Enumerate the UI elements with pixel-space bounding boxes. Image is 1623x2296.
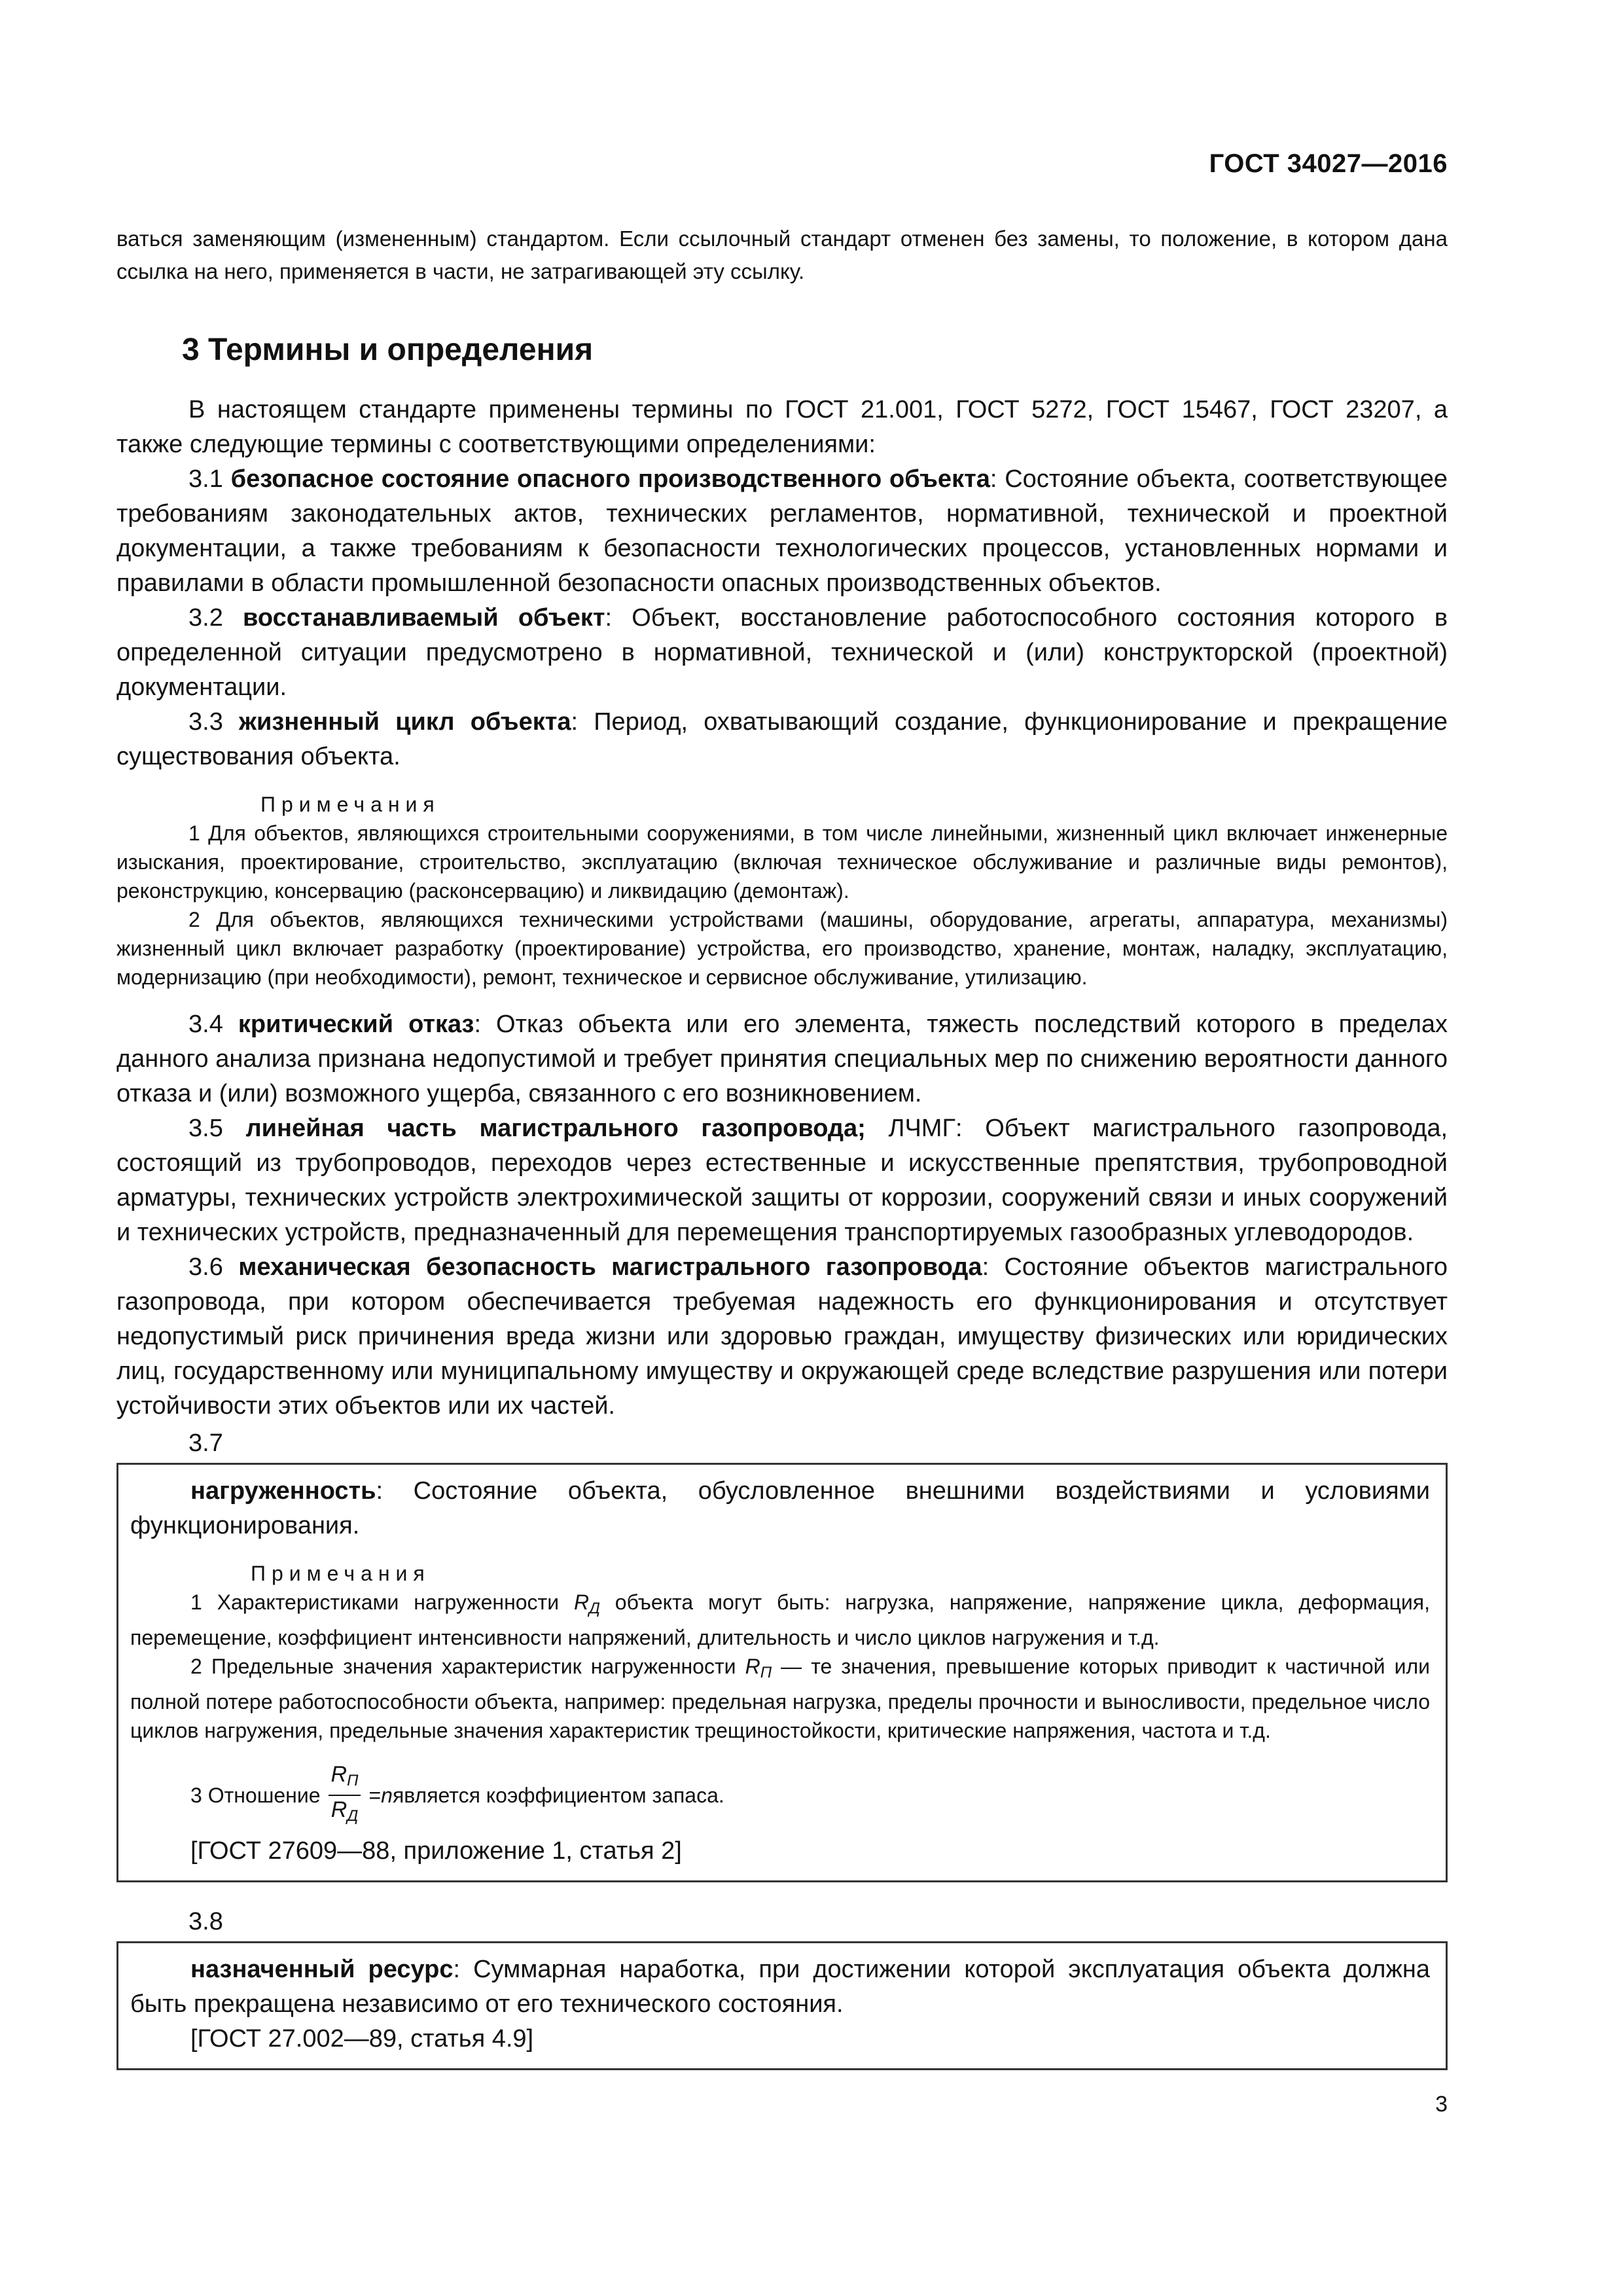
term-3-8-number: 3.8 bbox=[188, 1908, 223, 1935]
term-definition: : Период, охватывающий создание, функционирование и прекращение существования объекта. bbox=[116, 708, 1448, 770]
term-3-6 bbox=[116, 1250, 1448, 1424]
section-title: 3 Термины и определения bbox=[182, 332, 594, 367]
term-number: 3.5 bbox=[188, 1115, 223, 1142]
term-number: 3.2 bbox=[188, 604, 223, 632]
notes-title: Примечания bbox=[251, 1562, 431, 1585]
term-name: линейная часть магистрального газопровода; bbox=[245, 1115, 866, 1142]
term-definition: : Объект, восстановление работоспособного состояния которого в определенной ситуации предусмотрено в нормативной, технической и (или) конструкторской (проектной) документации. bbox=[116, 604, 1448, 701]
symbol-subscript: Д bbox=[589, 1600, 600, 1617]
note-3: 3 Отношение $\frac{R_П}{R_Д}$ = n является коэффициентом запаса. bbox=[130, 1761, 1430, 1830]
page-number: 3 bbox=[1435, 2092, 1448, 2117]
section-intro: В настоящем стандарте применены термины по ГОСТ 21.001, ГОСТ 5272, ГОСТ 15467, ГОСТ 23207, а также следующие термины с соответствующими определениями: bbox=[116, 396, 1448, 458]
continuation-text: ваться заменяющим (измененным) стандартом. Если ссылочный стандарт отменен без замены, то положение, в котором дана ссылка на него, применяется в части, не затрагивающей эту ссылку. bbox=[116, 226, 1448, 283]
term-name: восстанавливаемый объект bbox=[243, 604, 605, 632]
term-3-2 bbox=[116, 601, 1448, 705]
term-definition: : Состояние объекта, соответствующее требованиям законодательных актов, технических регламентов, нормативной, технической и проектной документации, а также требованиям к безопасности технологических процессов, установленных нормами и правилами в области промышленной безопасности опасных производственных объектов. bbox=[116, 465, 1448, 597]
term-3-7-number: 3.7 bbox=[188, 1429, 223, 1457]
symbol-r: R bbox=[745, 1655, 760, 1678]
term-3-5 bbox=[116, 1111, 1448, 1250]
source-reference: [ГОСТ 27.002—89, статья 4.9] bbox=[190, 2025, 534, 2053]
term-definition: : Состояние объектов магистрального газопровода, при котором обеспечивается требуемая надежность его функционирования и отсутствует недопустимый риск причинения вреда жизни или здоровью граждан, имуществу физических или юридических лиц, государственному или муниципальному имуществу и окружающей среде вследствие разрушения или потери устойчивости этих объектов или их частей. bbox=[116, 1253, 1448, 1420]
term-number: 3.4 bbox=[188, 1011, 223, 1038]
document-header: ГОСТ 34027—2016 bbox=[1209, 149, 1448, 178]
fraction-denominator: $R_Д$ bbox=[330, 1797, 359, 1825]
notes-block-3-3 bbox=[116, 790, 1448, 992]
term-number: 3.6 bbox=[188, 1253, 223, 1281]
note-2: 2 Предельные значения характеристик нагруженности $R_П$ — те значения, превышение которых приводит к частичной или полной потере работоспособности объекта, например: предельная нагрузка, пределы прочности и выносливости, предельное число циклов нагружения, предельные значения характеристик трещиностойкости, критические напряжения, частота и т.д. bbox=[130, 1655, 1430, 1742]
symbol-subscript: П bbox=[760, 1664, 772, 1681]
term-definition: : Суммарная наработка, при достижении которой эксплуатация объекта должна быть прекращена независимо от его технического состояния. bbox=[130, 1956, 1430, 2018]
term-3-7 bbox=[130, 1474, 1430, 1543]
term-number: 3.1 bbox=[188, 465, 223, 493]
symbol-r: R bbox=[573, 1590, 590, 1614]
document-page bbox=[116, 0, 1448, 2296]
term-abbreviation: ЛЧМГ bbox=[888, 1115, 956, 1142]
term-3-4 bbox=[116, 1007, 1448, 1111]
notes-block-3-7 bbox=[130, 1559, 1430, 1745]
term-name: механическая безопасность магистрального газопровода bbox=[238, 1253, 982, 1281]
variable-n: n bbox=[381, 1784, 393, 1807]
document-body bbox=[116, 327, 1448, 2070]
term-name: назначенный ресурс bbox=[190, 1956, 454, 1983]
term-definition: : Объект магистрального газопровода, состоящий из трубопроводов, переходов через естественные и искусственные препятствия, трубопроводной арматуры, технических устройств электрохимической защиты от коррозии, сооружений связи и иных сооружений и технических устройств, предназначенный для перемещения транспортируемых газообразных углеводородов. bbox=[116, 1115, 1448, 1246]
term-name: жизненный цикл объекта bbox=[239, 708, 571, 736]
term-name: безопасное состояние опасного производственного объекта bbox=[230, 465, 990, 493]
term-name: критический отказ bbox=[238, 1011, 474, 1038]
notes-title: Примечания bbox=[260, 793, 440, 816]
note-1: 1 Характеристиками нагруженности $R_Д$ объекта могут быть: нагрузка, напряжение, напряжение цикла, деформация, перемещение, коэффициент интенсивности напряжений, длительность и число циклов нагружения и т.д. bbox=[130, 1590, 1431, 1649]
term-3-3 bbox=[116, 705, 1448, 774]
term-3-7-box bbox=[116, 1463, 1448, 1882]
fraction bbox=[329, 1761, 361, 1830]
term-number: 3.3 bbox=[188, 708, 223, 736]
fraction-numerator: $R_П$ bbox=[329, 1761, 361, 1796]
term-definition: : Отказ объекта или его элемента, тяжесть последствий которого в пределах данного анализа признана недопустимой и требует принятия специальных мер по снижению вероятности данного отказа и (или) возможного ущерба, связанного с его возникновением. bbox=[116, 1011, 1448, 1107]
source-reference: [ГОСТ 27609—88, приложение 1, статья 2] bbox=[190, 1837, 682, 1865]
note-1: 1 Для объектов, являющихся строительными сооружениями, в том числе линейными, жизненный цикл включает инженерные изыскания, проектирование, строительство, эксплуатацию (включая техническое обслуживание и различные виды ремонтов), реконструкцию, консервацию (расконсервацию) и ликвидацию (демонтаж). bbox=[116, 821, 1448, 903]
term-3-8 bbox=[130, 1952, 1430, 2022]
note-2: 2 Для объектов, являющихся техническими устройствами (машины, оборудование, агрегаты, аппаратура, механизмы) жизненный цикл включает разработку (проектирование) устройства, его производство, хранение, монтаж, наладку, эксплуатацию, модернизацию (при необходимости), ремонт, техническое и сервисное обслуживание, утилизацию. bbox=[116, 908, 1448, 989]
term-3-8-box bbox=[116, 1941, 1448, 2070]
term-definition: : Состояние объекта, обусловленное внешними воздействиями и условиями функционирования. bbox=[130, 1477, 1430, 1539]
term-name: нагруженность bbox=[190, 1477, 376, 1505]
term-3-1 bbox=[116, 462, 1448, 601]
